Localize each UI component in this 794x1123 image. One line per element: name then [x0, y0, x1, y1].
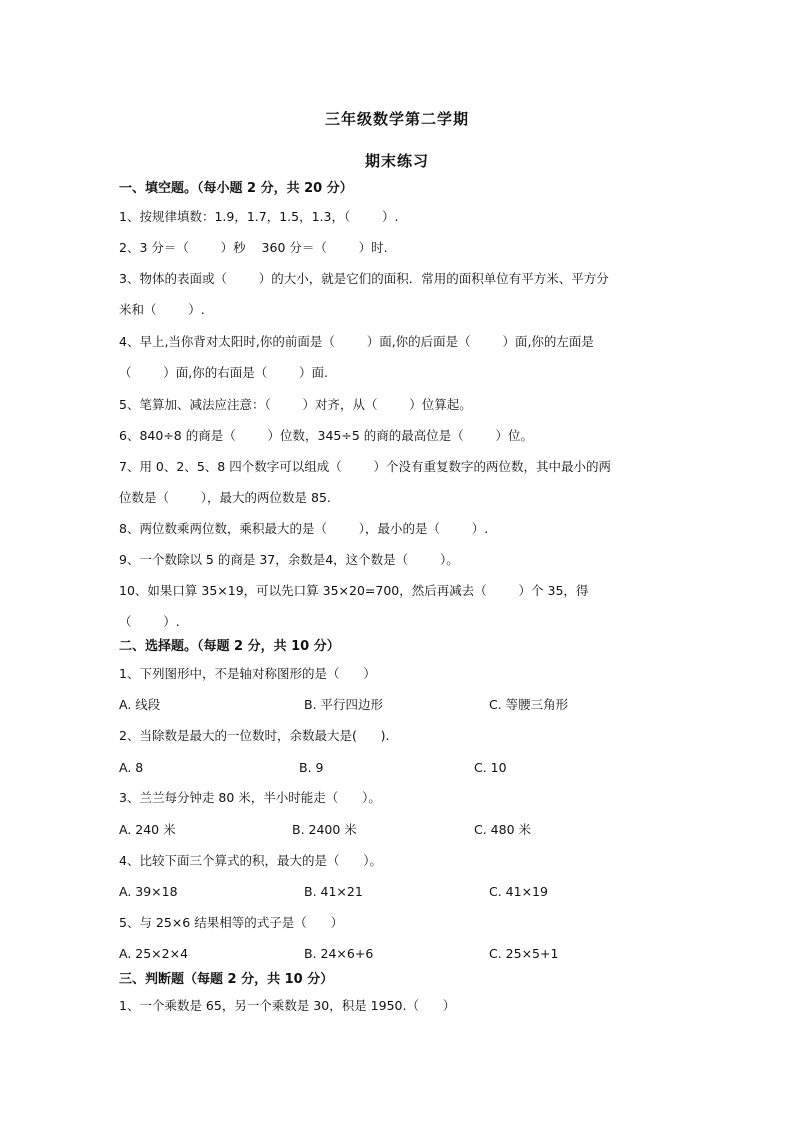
option-a: A. 8 — [119, 760, 144, 775]
question-line: 5、笔算加、减法应注意：（ ）对齐，从（ ）位算起。 — [119, 397, 472, 412]
question-line: 8、两位数乘两位数，乘积最大的是（ ），最小的是（ ）. — [119, 521, 489, 536]
question-line: 6、840÷8 的商是（ ）位数，345÷5 的商的最高位是（ ）位。 — [119, 428, 534, 443]
question-line: 3、物体的表面或（ ）的大小，就是它们的面积．常用的面积单位有平方米、平方分 — [119, 271, 609, 286]
section-heading-fill-blank: 一、填空题。（每小题 2 分，共 20 分） — [119, 181, 353, 196]
question-line: 2、当除数是最大的一位数时，余数最大是( ). — [119, 728, 390, 743]
question-line: 5、与 25×6 结果相等的式子是（ ） — [119, 915, 344, 930]
option-a: A. 240 米 — [119, 822, 176, 837]
option-c: C. 480 米 — [474, 822, 532, 837]
option-b: B. 平行四边形 — [304, 697, 384, 712]
question-line: 10、如果口算 35×19，可以先口算 35×20=700，然后再减去（ ）个 35，得 — [119, 583, 589, 598]
question-line: 7、用 0、2、5、8 四个数字可以组成（ ）个没有重复数字的两位数，其中最小的两 — [119, 459, 611, 474]
question-line: 1、一个乘数是 65，另一个乘数是 30，积是 1950.（ ） — [119, 998, 456, 1013]
question-line: 2、3 分＝（ ）秒 360 分＝（ ）时. — [119, 240, 388, 255]
question-line: 9、一个数除以 5 的商是 37，余数是4，这个数是（ ）。 — [119, 552, 459, 567]
question-line: 4、比较下面三个算式的积，最大的是（ ）。 — [119, 853, 383, 868]
option-b: B. 2400 米 — [292, 822, 357, 837]
document-title: 三年级数学第二学期 — [324, 110, 469, 128]
question-line: 位数是（ ），最大的两位数是 85. — [119, 490, 331, 505]
document-subtitle: 期末练习 — [364, 152, 429, 170]
option-a: A. 39×18 — [119, 884, 178, 899]
option-b: B. 9 — [299, 760, 324, 775]
question-line: （ ）. — [119, 614, 180, 629]
option-a: A. 25×2×4 — [119, 946, 189, 961]
option-c: C. 25×5+1 — [489, 946, 559, 961]
option-c: C. 10 — [474, 760, 507, 775]
question-line: 1、下列图形中，不是轴对称图形的是（ ） — [119, 666, 376, 681]
option-c: C. 等腰三角形 — [489, 697, 569, 712]
option-c: C. 41×19 — [489, 884, 548, 899]
section-heading-multiple-choice: 二、选择题。（每题 2 分，共 10 分） — [119, 639, 340, 654]
question-line: 4、早上,当你背对太阳时,你的前面是（ ）面,你的后面是（ ）面,你的左面是 — [119, 334, 594, 349]
option-a: A. 线段 — [119, 697, 161, 712]
option-b: B. 24×6+6 — [304, 946, 374, 961]
section-heading-true-false: 三、判断题（每题 2 分，共 10 分） — [119, 972, 334, 987]
option-b: B. 41×21 — [304, 884, 363, 899]
question-line: 米和（ ）. — [119, 302, 205, 317]
question-line: （ ）面,你的右面是（ ）面. — [119, 365, 329, 380]
question-line: 1、按规律填数：1.9，1.7，1.5，1.3，（ ）. — [119, 209, 399, 224]
question-line: 3、兰兰每分钟走 80 米，半小时能走（ ）。 — [119, 790, 381, 805]
